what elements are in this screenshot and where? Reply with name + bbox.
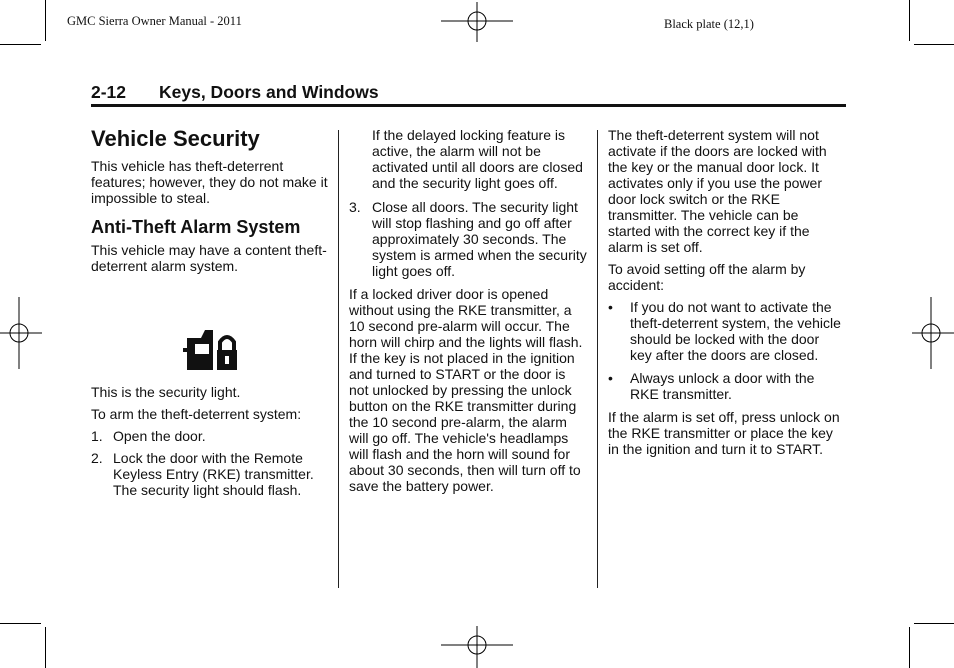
avoid-alarm-intro: To avoid setting off the alarm by accident:: [608, 261, 806, 293]
crop-mark: [45, 0, 46, 41]
column-2: [349, 127, 587, 500]
bullet-item: [608, 370, 842, 402]
registration-mark-bottom: [441, 626, 513, 668]
subsection-title: Anti-Theft Alarm System: [91, 217, 301, 237]
crop-mark: [0, 44, 41, 45]
registration-mark-right: [912, 297, 954, 369]
section-number: 2-12: [91, 82, 127, 102]
arm-intro: To arm the theft-deterrent system:: [91, 406, 302, 422]
bullet-item: [608, 299, 842, 363]
crop-mark: [909, 0, 910, 41]
pre-alarm-paragraph: If a locked driver door is opened without using the RKE transmitter, a 10 second pre-alarm will occur. The horn will chirp and the lights will flash. If the key is not placed in the ignition and turned to START or the door is not unlocked by pressing the unlock button on the RKE transmitter during the 10 second pre-alarm, the alarm will go off. The vehicle's headlamps will flash and the horn will sound for about 30 seconds, then will turn off to save the battery power.: [349, 286, 583, 494]
intro-paragraph: This vehicle has theft-deterrent features; however, they do not make it impossible to steal.: [91, 158, 328, 206]
step-2-continuation: If the delayed locking feature is active, the alarm will not be activated until all doors are closed and the security light goes off.: [372, 127, 583, 191]
step-text: Open the door.: [113, 428, 206, 444]
section-title: Keys, Doors and Windows: [159, 82, 379, 102]
step-number: 3.: [349, 199, 361, 215]
crop-mark: [914, 623, 954, 624]
subsection-intro: This vehicle may have a content theft-deterrent alarm system.: [91, 242, 327, 274]
registration-mark-left: [0, 297, 42, 369]
column-divider: [338, 130, 339, 588]
bullet-mark: •: [608, 299, 613, 315]
step-number: 2.: [91, 450, 103, 466]
column-divider: [597, 130, 598, 588]
registration-mark-top: [441, 2, 513, 44]
step-number: 1.: [91, 428, 103, 444]
crop-mark: [45, 627, 46, 668]
section-header: [91, 80, 846, 107]
page-title: Vehicle Security: [91, 126, 260, 151]
step-3: [349, 199, 587, 279]
running-header-right: Black plate (12,1): [664, 17, 754, 31]
step-1: [91, 428, 331, 444]
bullet-mark: •: [608, 370, 613, 386]
crop-mark: [914, 44, 954, 45]
alarm-set-off-paragraph: If the alarm is set off, press unlock on the RKE transmitter or place the key in the ignition and turn it to START.: [608, 409, 840, 457]
crop-mark: [0, 623, 41, 624]
icon-caption: This is the security light.: [91, 384, 241, 400]
column-3: [608, 127, 842, 463]
step-text: Close all doors. The security light will stop flashing and go off after approximately 30 seconds. The system is armed when the security light goes off.: [372, 199, 587, 279]
bullet-text: If you do not want to activate the theft-deterrent system, the vehicle should be locked with the door key after the doors are closed.: [630, 299, 841, 363]
step-text: Lock the door with the Remote Keyless Entry (RKE) transmitter. The security light should flash.: [113, 450, 314, 498]
security-light-figure: [91, 280, 331, 384]
activation-paragraph: The theft-deterrent system will not activate if the doors are locked with the key or the manual door lock. It activates only if you use the power door lock switch or the RKE transmitter. The vehicle can be started with the correct key if the alarm is set off.: [608, 127, 827, 255]
crop-mark: [909, 627, 910, 668]
column-1: [91, 126, 331, 504]
step-2: [91, 450, 331, 498]
security-light-icon: [179, 326, 239, 374]
running-header-left: GMC Sierra Owner Manual - 2011: [67, 14, 242, 28]
bullet-text: Always unlock a door with the RKE transmitter.: [630, 370, 815, 402]
